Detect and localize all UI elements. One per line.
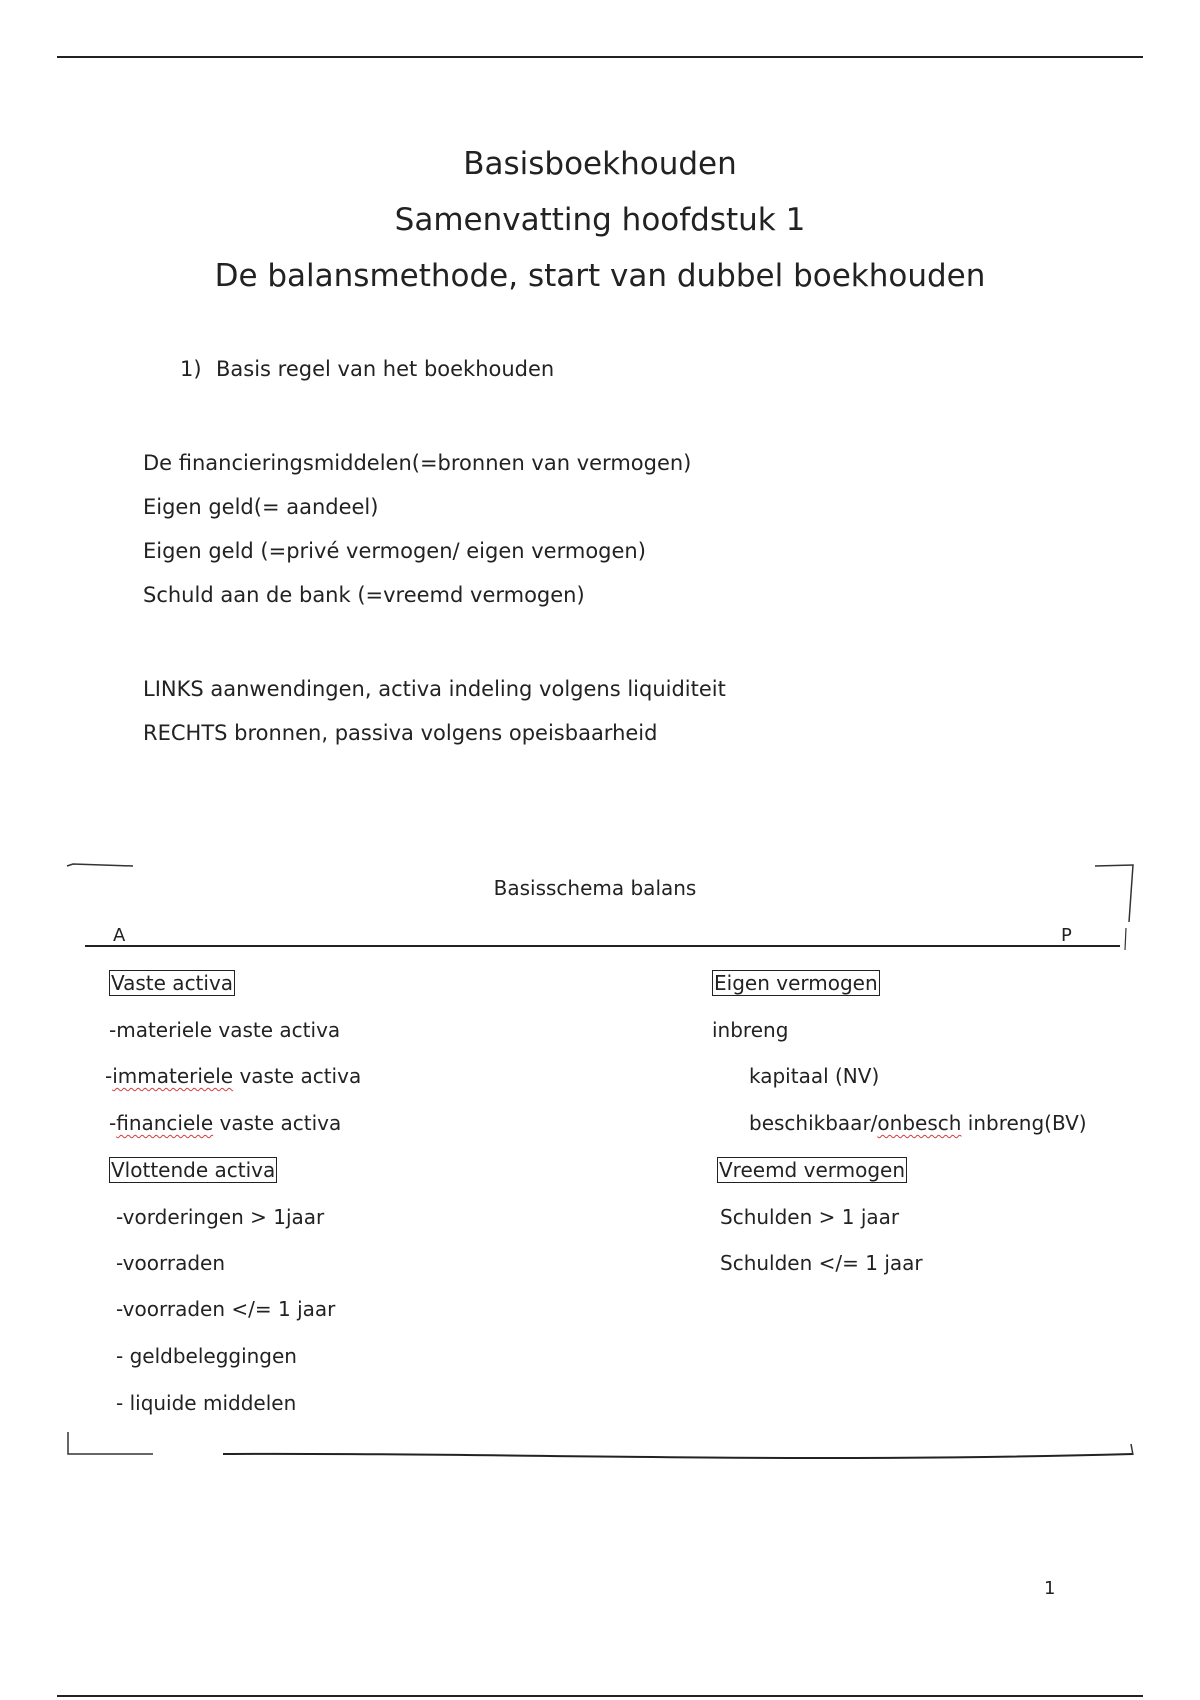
bottom-rule <box>57 1695 1143 1697</box>
paragraph: LINKS aanwendingen, activa indeling volgens liquiditeit <box>143 677 726 701</box>
passiva-item: beschikbaar/onbesch inbreng(BV) <box>749 1111 1087 1135</box>
paragraph-group-left-right <box>143 667 726 755</box>
document-title: Basisboekhouden <box>463 146 737 182</box>
document-heading: De balansmethode, start van dubbel boekhouden <box>214 258 986 294</box>
activa-item: -voorraden </= 1 jaar <box>116 1297 336 1321</box>
figure-title: Basisschema balans <box>493 876 697 900</box>
document-subtitle: Samenvatting hoofdstuk 1 <box>394 202 806 238</box>
eigen-vermogen-heading: Eigen vermogen <box>714 971 878 995</box>
paragraph-group-financing <box>143 441 691 617</box>
spellcheck-word: financiele <box>116 1111 214 1135</box>
activa-item: -vorderingen > 1jaar <box>116 1205 325 1229</box>
passiva-label: P <box>1061 925 1072 946</box>
passiva-item: Schulden </= 1 jaar <box>720 1251 923 1275</box>
activa-item: -voorraden <box>116 1251 226 1275</box>
title-block <box>0 136 1200 304</box>
passiva-item: inbreng <box>712 1018 789 1042</box>
activa-item: -materiele vaste activa <box>109 1018 341 1042</box>
activa-item: - geldbeleggingen <box>116 1344 297 1368</box>
activa-item: -financiele vaste activa <box>109 1111 342 1135</box>
activa-item: -immateriele vaste activa <box>105 1064 362 1088</box>
balance-divider-line <box>85 945 1120 947</box>
activa-item: - liquide middelen <box>116 1391 297 1415</box>
vlottende-activa-heading: Vlottende activa <box>111 1158 276 1182</box>
section-label: Basis regel van het boekhouden <box>216 357 555 381</box>
passiva-item: kapitaal (NV) <box>749 1064 880 1088</box>
paragraph: Schuld aan de bank (=vreemd vermogen) <box>143 583 585 607</box>
top-rule <box>57 56 1143 58</box>
vaste-activa-heading: Vaste activa <box>111 971 234 995</box>
paragraph: Eigen geld (=privé vermogen/ eigen vermogen) <box>143 539 646 563</box>
spellcheck-word: immateriele <box>112 1064 234 1088</box>
paragraph: Eigen geld(= aandeel) <box>143 495 379 519</box>
passiva-item: Schulden > 1 jaar <box>720 1205 900 1229</box>
spellcheck-word: onbesch <box>877 1111 962 1135</box>
vreemd-vermogen-heading: Vreemd vermogen <box>719 1158 906 1182</box>
balance-sheet-figure <box>65 860 1135 1460</box>
activa-label: A <box>113 925 126 946</box>
paragraph: De financieringsmiddelen(=bronnen van vermogen) <box>143 451 692 475</box>
page-number: 1 <box>1044 1578 1056 1599</box>
paragraph: RECHTS bronnen, passiva volgens opeisbaarheid <box>143 721 658 745</box>
section-heading-1 <box>180 357 554 381</box>
section-number: 1) <box>180 357 202 381</box>
